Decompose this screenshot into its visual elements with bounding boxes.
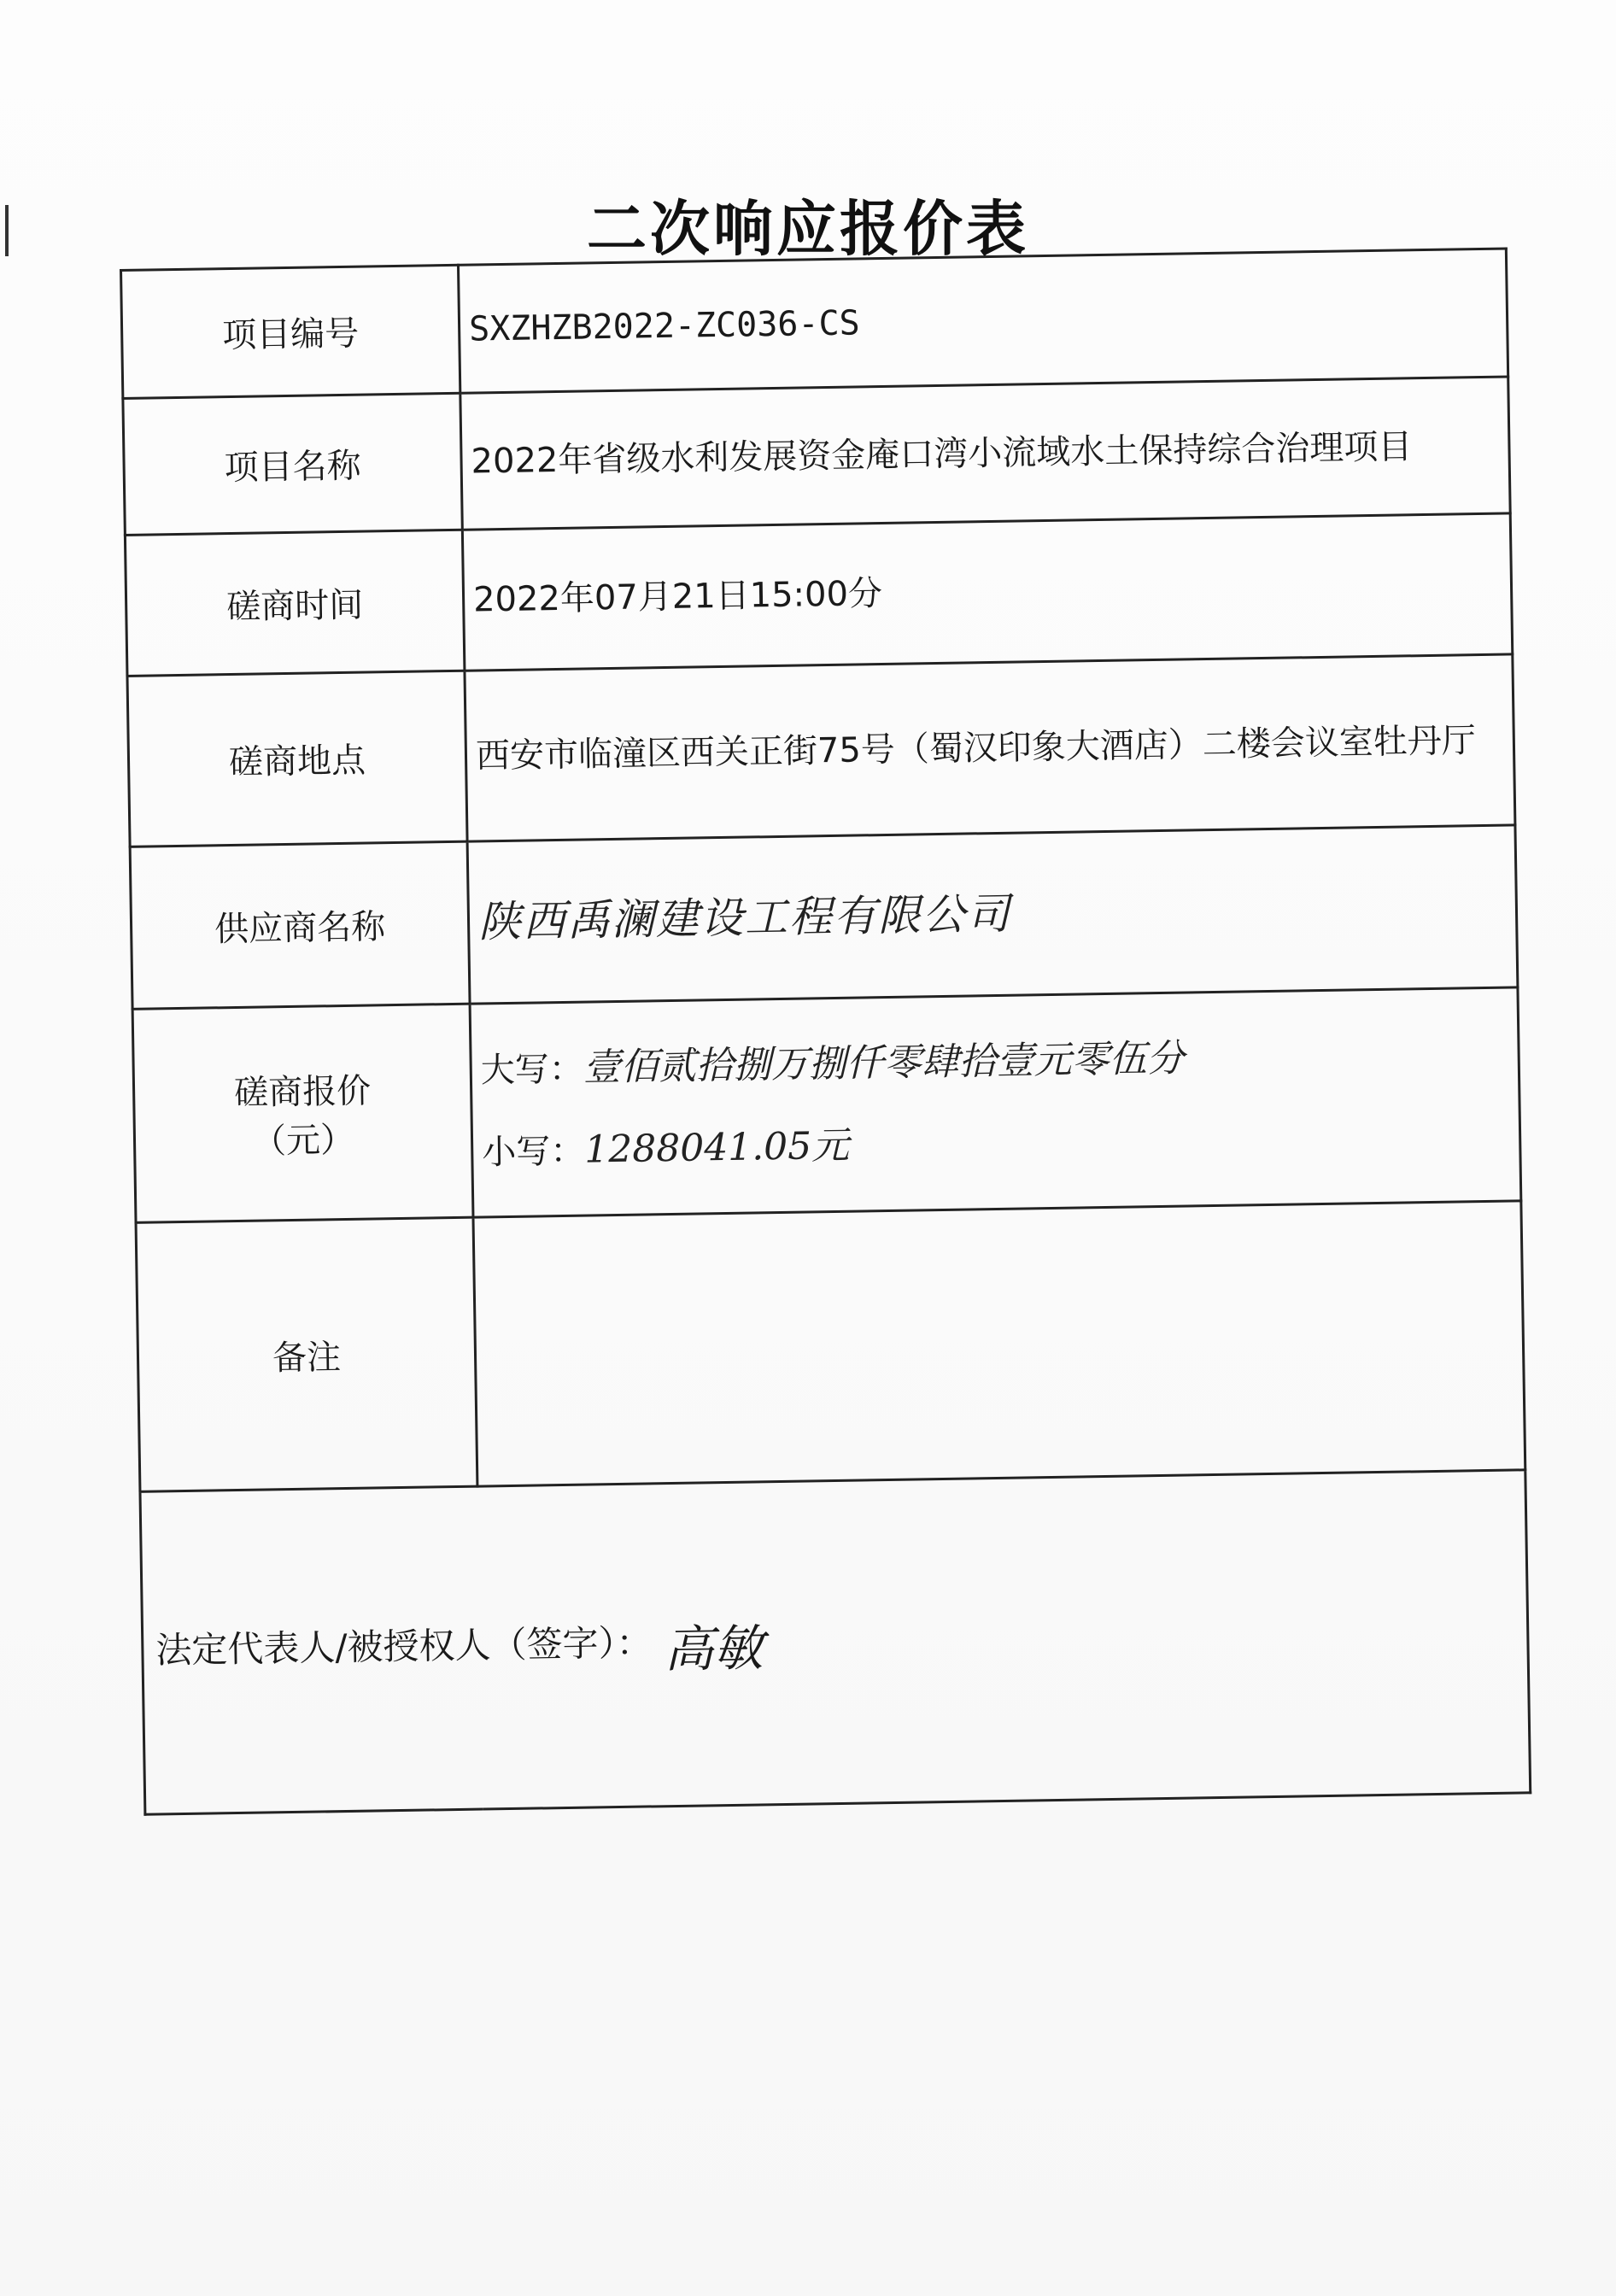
remarks-value (473, 1201, 1525, 1486)
project-no-value: SXZHZB2022-ZC036-CS (458, 249, 1508, 393)
quote-lower-prefix: 小写： (481, 1131, 585, 1172)
row-signature (140, 1470, 1531, 1814)
quote-upper-line (480, 1013, 1509, 1110)
quote-form-table (120, 247, 1531, 1815)
signature-cell (140, 1470, 1531, 1814)
signature-label: 法定代表人/被授权人（签字）： (155, 1620, 653, 1672)
quote-label-cell (132, 1004, 473, 1222)
supplier-name-handwriting: 陕西禹澜建设工程有限公司 (477, 888, 1012, 947)
quote-unit: （元） (251, 1120, 355, 1162)
row-quote (132, 987, 1521, 1222)
supplier-name-cell (467, 825, 1518, 1004)
project-name-label: 项目名称 (123, 393, 462, 535)
row-project-name (123, 377, 1510, 535)
quote-label: 磋商报价 (233, 1071, 372, 1113)
row-negotiation-place (127, 654, 1515, 846)
document-title: 二次响应报价表 (587, 194, 1029, 264)
negotiation-time-label: 磋商时间 (125, 530, 465, 676)
quote-value-cell (470, 987, 1521, 1217)
quote-upper-prefix: 大写： (480, 1049, 584, 1091)
project-name-value: 2022年省级水利发展资金庵口湾小流域水土保持综合治理项目 (460, 377, 1510, 530)
row-supplier-name (130, 825, 1518, 1009)
quote-lower-handwriting: 1288041.05元 (583, 1123, 850, 1172)
row-project-no (121, 249, 1508, 398)
remarks-label: 备注 (136, 1217, 477, 1491)
quote-upper-handwriting: 壹佰贰拾捌万捌仟零肆拾壹元零伍分 (583, 1036, 1186, 1090)
negotiation-place-value: 西安市临潼区西关正街75号（蜀汉印象大酒店）二楼会议室牡丹厅 (465, 654, 1515, 841)
project-no-label: 项目编号 (121, 265, 460, 398)
negotiation-time-value: 2022年07月21日15:00分 (462, 513, 1512, 671)
supplier-name-label: 供应商名称 (130, 841, 470, 1009)
row-negotiation-time (125, 513, 1512, 676)
signature-handwriting: 高敏 (664, 1618, 764, 1678)
quote-lower-line (482, 1094, 1511, 1192)
row-remarks (136, 1201, 1525, 1491)
negotiation-place-label: 磋商地点 (127, 671, 467, 846)
